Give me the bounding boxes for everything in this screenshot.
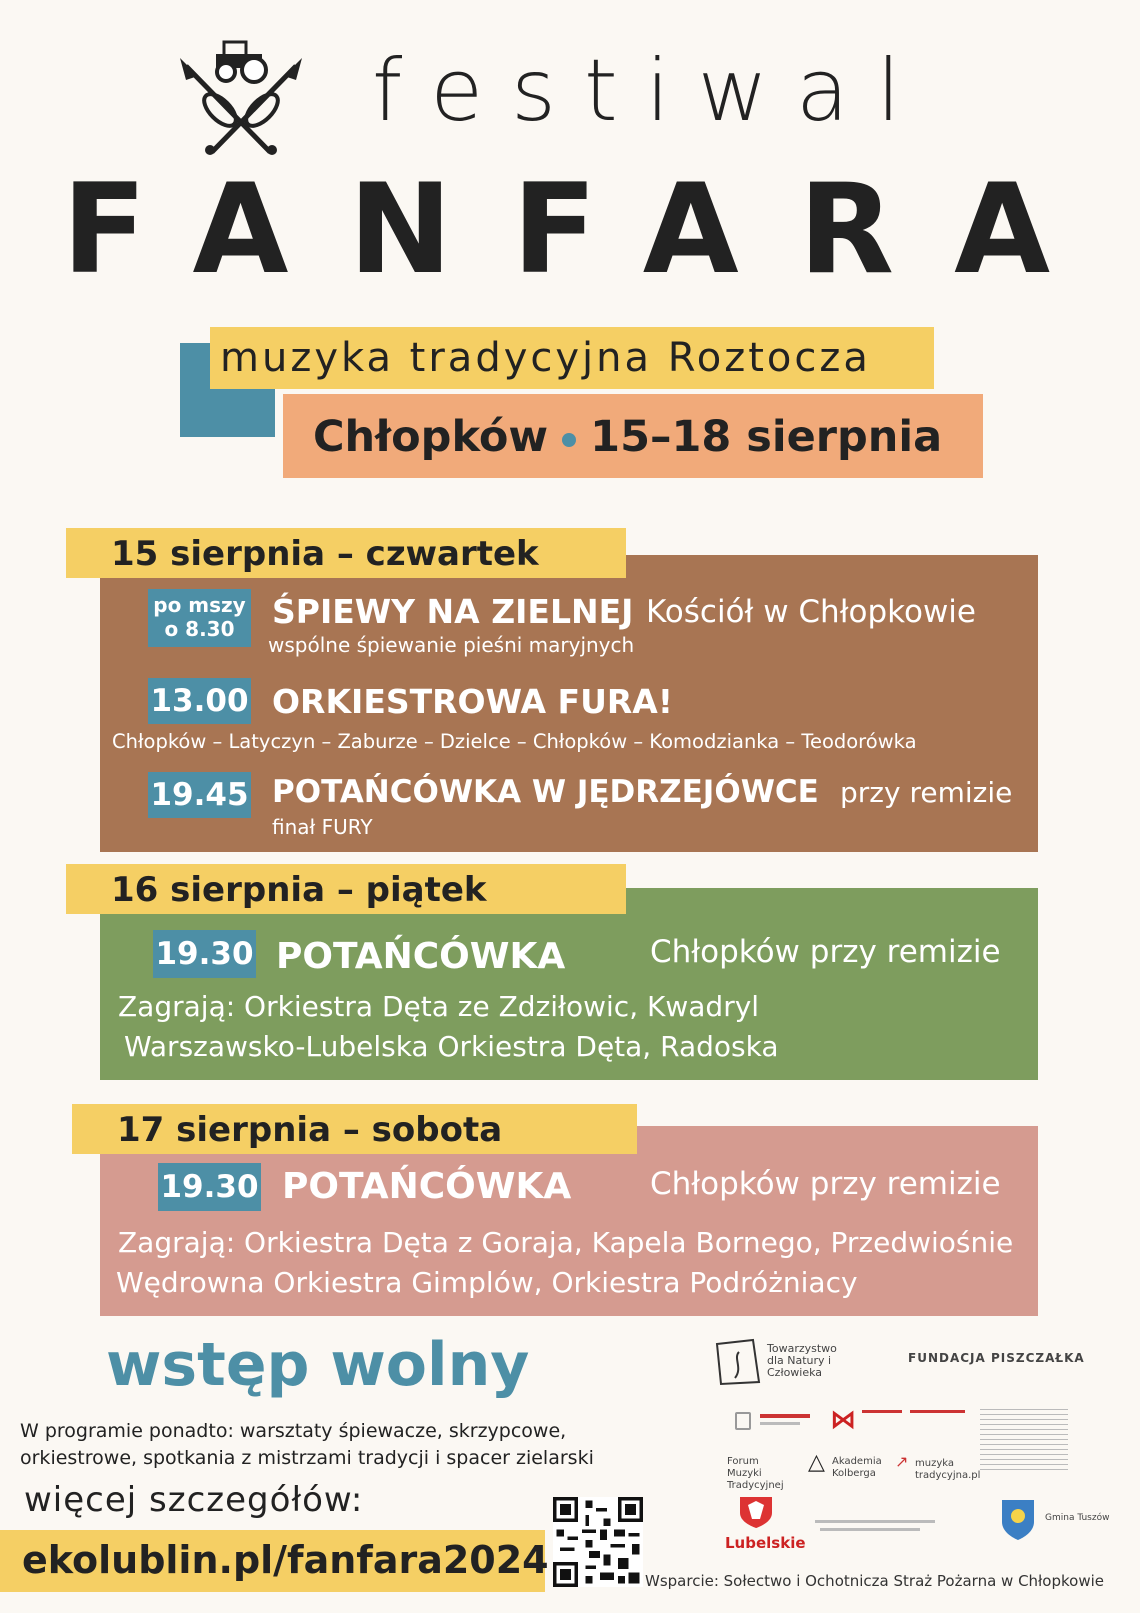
website-link[interactable]: ekolublin.pl/fanfara2024 xyxy=(22,1538,549,1582)
program-line2: orkiestrowe, spotkania z mistrzami tradycji i spacer zielarski xyxy=(20,1447,594,1469)
festiwal-label: festiwal xyxy=(372,41,929,141)
day-heading-text: 15 sierpnia – czwartek xyxy=(111,534,539,574)
event-title: POTAŃCÓWKA xyxy=(282,1166,572,1207)
time-badge: 19.30 xyxy=(153,930,256,978)
event-place: Kościół w Chłopkowie xyxy=(646,594,976,630)
dot-icon xyxy=(562,433,576,447)
nim-logo-line xyxy=(862,1410,902,1413)
trumpets-tractor-logo xyxy=(180,40,302,158)
gmina-name: Gmina Tuszów xyxy=(1045,1513,1110,1523)
ppmt-logo-line xyxy=(910,1410,965,1413)
piszczalka-name: FUNDACJA PISZCZAŁKA xyxy=(908,1351,1085,1365)
program-text xyxy=(20,1418,620,1472)
day-heading-16 xyxy=(66,864,626,914)
performers-line1: Zagrają: Orkiestra Dęta ze Zdziłowic, Kwadryl xyxy=(118,990,760,1023)
muzyka-trad-name: muzyka tradycyjna.pl xyxy=(915,1458,981,1481)
gmina-crest-icon xyxy=(1000,1498,1036,1542)
event-place: Chłopków przy remizie xyxy=(650,1166,1001,1202)
event-place: przy remizie xyxy=(840,776,1013,809)
place-dates-banner xyxy=(283,394,983,478)
subtitle-text: muzyka tradycyjna Roztocza xyxy=(220,335,871,381)
event-place: Chłopków przy remizie xyxy=(650,934,1001,970)
performers-line2: Warszawsko-Lubelska Orkiestra Dęta, Radoska xyxy=(124,1030,779,1063)
time-badge: 19.30 xyxy=(158,1163,261,1211)
day-heading-17 xyxy=(72,1104,637,1154)
time-badge: 13.00 xyxy=(148,678,251,724)
cofinancing-note-line xyxy=(820,1528,920,1531)
time-badge: 19.45 xyxy=(148,772,251,818)
akademia-name: Akademia Kolberga xyxy=(832,1456,882,1479)
time-badge xyxy=(148,589,251,647)
day-heading-15 xyxy=(66,528,626,578)
event-title: POTAŃCÓWKA W JĘDRZEJÓWCE xyxy=(272,774,819,810)
subtitle-banner xyxy=(210,327,934,389)
eagle-emblem-icon xyxy=(735,1412,751,1430)
akademia-logo-icon: △ xyxy=(808,1450,825,1475)
ministry-logo-icon xyxy=(760,1414,810,1418)
place-dates-text xyxy=(313,412,942,462)
support-text: Wsparcie: Sołectwo i Ochotnicza Straż Pożarna w Chłopkowie xyxy=(645,1572,1105,1590)
place-text: Chłopków xyxy=(313,412,549,462)
cofinancing-note-line xyxy=(815,1520,935,1523)
forum-name: Forum Muzyki Tradycyjnej xyxy=(727,1456,784,1491)
day-heading-text: 16 sierpnia – piątek xyxy=(111,870,487,910)
time-line1: po mszy xyxy=(153,593,246,617)
program-line1: W programie ponadto: warsztaty śpiewacze, skrzypcowe, xyxy=(20,1420,567,1442)
website-banner xyxy=(0,1530,549,1592)
day-heading-text: 17 sierpnia – sobota xyxy=(117,1110,503,1150)
muzyka-trad-logo-icon: ↗ xyxy=(895,1452,909,1471)
event-title: POTAŃCÓWKA xyxy=(276,936,566,977)
program-fineprint xyxy=(980,1405,1068,1473)
event-title: ORKIESTROWA FURA! xyxy=(272,682,673,721)
nim-logo-icon: ⋈ xyxy=(830,1405,856,1435)
time-line2: o 8.30 xyxy=(164,617,235,641)
dates-text: 15–18 sierpnia xyxy=(590,412,943,462)
qr-code[interactable] xyxy=(553,1497,643,1587)
event-subtitle: wspólne śpiewanie pieśni maryjnych xyxy=(268,633,635,657)
event-subtitle: finał FURY xyxy=(272,815,373,839)
performers-line1: Zagrają: Orkiestra Dęta z Goraja, Kapela Bornego, Przedwiośnie xyxy=(118,1226,1014,1259)
event-route: Chłopków – Latyczyn – Zaburze – Dzielce – Chłopków – Komodzianka – Teodorówka xyxy=(112,730,917,753)
performers-line2: Wędrowna Orkiestra Gimplów, Orkiestra Podróżniacy xyxy=(116,1266,858,1299)
lubelskie-name: Lubelskie xyxy=(725,1534,806,1552)
free-entry-text: wstęp wolny xyxy=(106,1330,530,1400)
tnic-logo-icon xyxy=(713,1338,763,1388)
tnic-name: Towarzystwo dla Natury i Człowieka xyxy=(767,1342,837,1379)
ministry-logo-line xyxy=(760,1422,800,1425)
page-title: FANFARA xyxy=(62,158,1111,302)
lubelskie-crest-icon xyxy=(738,1495,774,1529)
more-details-label: więcej szczegółów: xyxy=(24,1480,364,1520)
event-title: ŚPIEWY NA ZIELNEJ xyxy=(272,592,634,631)
